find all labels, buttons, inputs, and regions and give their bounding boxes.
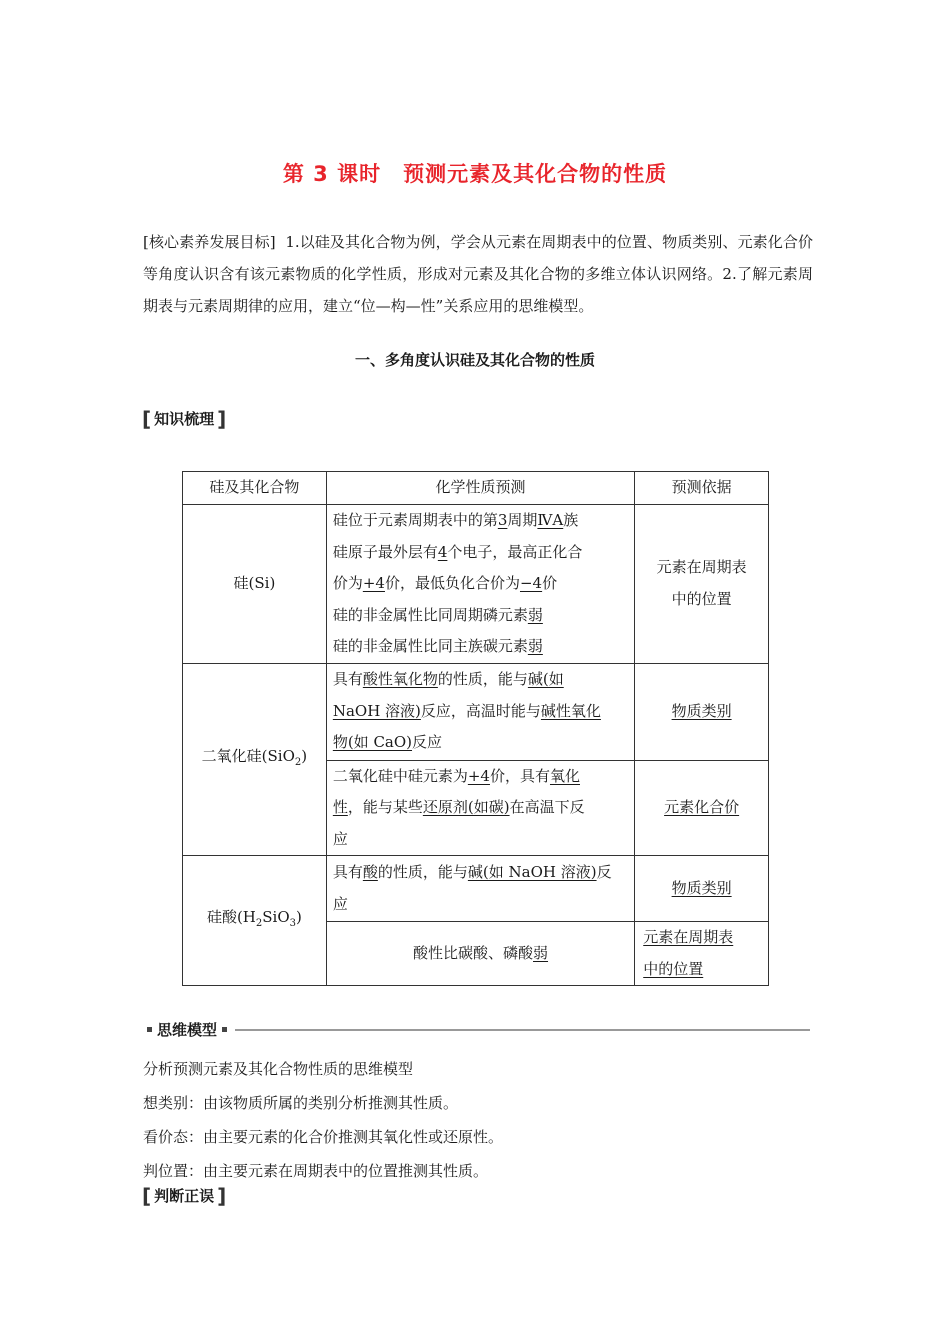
- divider-line: [235, 1029, 810, 1031]
- header-compound: 硅及其化合物: [183, 472, 327, 505]
- learning-goals: [143, 226, 813, 322]
- goals-text: 1.以硅及其化合物为例，学会从元素在周期表中的位置、物质类别、元素化合价等角度认识含有该元素物质的化学性质，形成对元素及其化合物的多维立体认识网络。2.了解元素周期表与元素周期律的应用，建立“位—构—性”关系应用的思维模型。: [143, 233, 813, 315]
- basis-sio2-a: 物质类别: [635, 663, 769, 760]
- header-prediction: 化学性质预测: [326, 472, 634, 505]
- table-row-h2sio3-a: [183, 856, 769, 922]
- compound-h2sio3: 硅酸$(H_2SiO_3)$: [183, 856, 327, 986]
- goals-tag: [核心素养发展目标]: [143, 233, 276, 251]
- table-row-si: [183, 505, 769, 664]
- header-basis: 预测依据: [635, 472, 769, 505]
- bracket-close-icon: ]: [217, 406, 227, 431]
- model-line: 判位置：由主要元素在周期表中的位置推测其性质。: [143, 1162, 489, 1180]
- prediction-h2sio3-b: 酸性比碳酸、磷酸弱: [326, 922, 634, 986]
- lesson-number: 第 3 课时: [282, 162, 382, 186]
- square-bullet-icon: [222, 1027, 227, 1032]
- compound-sio2: 二氧化硅(SiO$_2$): [183, 663, 327, 856]
- judge-label-text: 判断正误: [154, 1187, 215, 1205]
- basis-h2sio3-a: 物质类别: [635, 856, 769, 922]
- basis-h2sio3-b: 元素在周期表 中的位置: [635, 922, 769, 986]
- judge-label: [142, 1185, 226, 1206]
- prediction-sio2-b: 二氧化硅中硅元素为+4价，具有氧化 性，能与某些还原剂(如碳)在高温下反 应: [326, 760, 634, 856]
- square-bullet-icon: [147, 1027, 152, 1032]
- bracket-open-icon: [: [142, 1183, 152, 1208]
- table-row-sio2-a: [183, 663, 769, 760]
- lesson-topic: 预测元素及其化合物的性质: [403, 162, 668, 186]
- bracket-close-icon: ]: [217, 1183, 227, 1208]
- model-line: 想类别：由该物质所属的类别分析推测其性质。: [143, 1094, 459, 1112]
- table-header-row: [183, 472, 769, 505]
- prediction-sio2-a: 具有酸性氧化物的性质，能与碱(如 NaOH 溶液)反应，高温时能与碱性氧化 物(如 CaO)反应: [326, 663, 634, 760]
- silicon-properties-table: [182, 471, 769, 986]
- thinking-model-content: [143, 1052, 503, 1188]
- section-heading: 一、多角度认识硅及其化合物的性质: [354, 351, 595, 369]
- prediction-h2sio3-a: 具有酸的性质，能与碱(如 NaOH 溶液)反 应: [326, 856, 634, 922]
- page-title: [0, 158, 950, 188]
- prediction-si: 硅位于元素周期表中的第3周期ⅣA族 硅原子最外层有4个电子，最高正化合 价为+4价，最低负化合价为−4价 硅的非金属性比同周期磷元素弱 硅的非金属性比同主族碳元素弱: [326, 505, 634, 664]
- knowledge-label-text: 知识梳理: [154, 410, 215, 428]
- bracket-open-icon: [: [142, 406, 152, 431]
- thinking-model-label: 思维模型: [157, 1021, 218, 1039]
- knowledge-label: [142, 408, 226, 429]
- thinking-model-bar: [142, 1019, 810, 1040]
- compound-si: 硅(Si): [183, 505, 327, 664]
- model-line: 分析预测元素及其化合物性质的思维模型: [143, 1060, 414, 1078]
- basis-si: 元素在周期表 中的位置: [635, 505, 769, 664]
- basis-sio2-b: 元素化合价: [635, 760, 769, 856]
- model-line: 看价态：由主要元素的化合价推测其氧化性或还原性。: [143, 1128, 504, 1146]
